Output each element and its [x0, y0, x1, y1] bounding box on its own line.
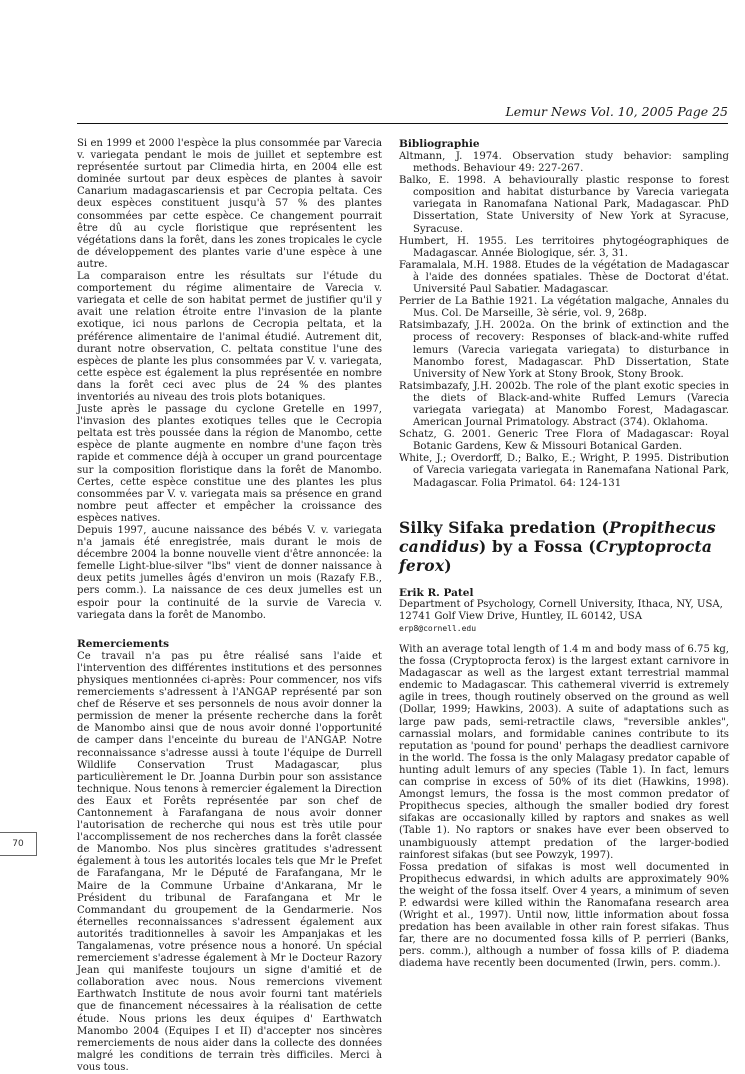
reference-item: Perrier de La Bathie 1921. La végétation malgache, Annales du Mus. Col. De Marseille, 3è série, vol. 9, 268p. — [399, 296, 729, 320]
reference-item: Humbert, H. 1955. Les territoires phytogéographiques de Madagascar. Année Biologique, sér. 3, 31. — [399, 235, 729, 259]
reference-item: Altmann, J. 1974. Observation study behavior: sampling methods. Behaviour 49: 227-267. — [399, 151, 729, 175]
reference-item: Faramalala, M.H. 1988. Etudes de la végétation de Madagascar à l'aide des données spatiales. Thèse de Doctorat d'état. Université Paul Sabatier. Madagascar. — [399, 259, 729, 296]
article-title: Silky Sifaka predation (Propithecus candidus) by a Fossa (Cryptoprocta ferox) — [399, 517, 716, 575]
section-heading-acknowledgements: Remerciements — [77, 637, 169, 650]
reference-item: Ratsimbazafy, J.H. 2002b. The role of the plant exotic species in the diets of Black-and-white Ruffed Lemurs (Varecia variegata variegata) at Manombo Forest, Madagascar. American Journal Primatology. Abstract (374). Oklahoma. — [399, 380, 729, 429]
running-header: Lemur News Vol. 10, 2005 Page 25 — [505, 104, 728, 119]
acknowledgements-text: Ce travail n'a pas pu être réalisé sans l'aide et l'intervention des différentes institutions et des personnes physiques mentionnées ci-après: Pour commencer, nos vifs remerciements s'adressent à l'ANGAP représenté par son chef de Réserve et ses personnels de nous avoir donner la permission de mener la présente recherche dans la forêt de Manombo ainsi que de nous avoir donné l'opportunité de camper dans l'enceinte du bureau de l'ANGAP. Notre reconnaissance s'adresse aussi à toute l'équipe de Durrell Wildlife Conservation Trust Madagascar, plus particulièrement le Dr. Joanna Durbin pour son assistance technique. Nous tenons à remercier également la Direction des Eaux et Forêts représentée par son chef de Cantonnement à Farafangana de nous avoir donner l'autorisation de recherche qui nous est très utile pour l'accomplissement de nos recherches dans la forêt classée de Manombo. Nos plus sincères gratitudes s'adressent également à tous les autorités locales tels que Mr le Prefet de Farafangana, Mr le Député de Farafangana, Mr le Maire de la Commune Urbaine d'Ankarana, Mr le Président du tribunal de Farafangana et Mr le Commandant du groupement de la Gendarmerie. Nos éternelles reconnaissances s'adressent également aux autorités traditionnelles à savoir les Ampanjakas et les Tangalamenas, votre présence nous a honoré. Un spécial remerciement s'adresse également à Mr le Docteur Razory Jean qui manifeste toujours un signe d'amitié et de collaboration avec nous. Nous remercions vivement Earthwatch Institute de nous avoir fourni tant matériels que de financement nécessaires à la réalisation de cette étude. Nous prions les deux équipes d' Earthwatch Manombo 2004 (Equipes I et II) d'accepter nos sincères remerciements de nous aider dans la collecte des données malgré les conditions de terrain très difficiles. Merci à vous tous. — [77, 650, 382, 1073]
left-column — [77, 138, 382, 1074]
body-paragraph: Fossa predation of sifakas is most well documented in Propithecus edwardsi, in which adults are approximately 90% the weight of the fossa itself. Over 4 years, a minimum of seven P. edwardsi were killed within the Ranomafana research area (Wright et al., 1997). Until now, little information about fossa predation has been available in other rain forest sifakas. Thus far, there are no documented fossa kills of P. perrieri (Banks, pers. comm.), although a number of fossa kills of P. diadema diadema have recently been documented (Irwin, pers. comm.). — [399, 861, 729, 970]
body-paragraph: La comparaison entre les résultats sur l'étude du comportement du régime alimentaire de Varecia v. variegata et celle de son habitat permet de justifier qu'il y avait une relation étroite entre l'invasion de la plante exotique, ici nous parlons de Cecropia peltata, et la préférence alimentaire de l'animal étudié. Autrement dit, durant notre observation, C. peltata constitue l'une des espèces de plante les plus consommées par V. v. variegata, cette espèce est également la plus représentée en nombre dans la forêt ceci avec plus de 24 % des plantes inventoriés au niveau des trois plots botaniques. — [77, 271, 382, 403]
page-number-badge: 70 — [0, 832, 37, 856]
header-rule — [77, 123, 728, 124]
author-name: Erik R. Patel — [399, 586, 474, 599]
right-column — [399, 138, 729, 971]
reference-item: White, J.; Overdorff, D.; Balko, E.; Wright, P. 1995. Distribution of Varecia variegata variegata in Ranemafana National Park, Madagascar. Folia Primatol. 64: 124-131 — [399, 453, 729, 489]
author-affiliation: Department of Psychology, Cornell University, Ithaca, NY, USA, 12741 Golf View Drive, Huntley, IL 60142, USA — [399, 598, 723, 622]
body-paragraph: Depuis 1997, aucune naissance des bébés V. v. variegata n'a jamais été enregistrée, mais durant le mois de décembre 2004 la bonne nouvelle vient d'être annoncée: la femelle Light-blue-silver "lbs" vient de donner naissance à deux petits jumelles âgés d'environ un mois (Razafy F.B., pers comm.). La naissance de ces deux jumelles est un espoir pour la continuité de la survie de Varecia v. variegata dans la forêt de Manombo. — [77, 525, 382, 621]
body-paragraph: With an average total length of 1.4 m and body mass of 6.75 kg, the fossa (Cryptoprocta ferox) is the largest extant carnivore in Madagascar as well as the largest extant terrestrial mammal endemic to Madagascar. This cathemeral viverrid is extremely agile in trees, though routinely observed on the ground as well (Dollar, 1999; Hawkins, 2003). A suite of adaptations such as large paw pads, semi-retractile claws, "reversible ankles", carnassial molars, and formidable canines contribute to its reputation as 'pound for pound' perhaps the deadliest carnivore in the world. The fossa is the only Malagasy predator capable of hunting adult lemurs of any species (Table 1). In fact, lemurs can comprise in excess of 50% of its diet (Hawkins, 1998). Amongst lemurs, the fossa is the most common predator of Propithecus species, although the smaller bodied dry forest sifakas are occasionally killed by raptors and snakes as well (Table 1). No raptors or snakes have ever been observed to unambiguously attempt predation of the larger-bodied rainforest sifakas (but see Powzyk, 1997). — [399, 644, 729, 861]
body-paragraph: Juste après le passage du cyclone Gretelle en 1997, l'invasion des plantes exotiques telles que le Cecropia peltata est très poussée dans la région de Manombo, cette espèce de plante augmente en nombre d'une façon très rapide et commence déjà à occuper un grand pourcentage sur la composition floristique dans la forêt de Manombo. Certes, cette espèce constitue une des plantes les plus consommées par V. v. variegata mais sa présence en grand nombre peut affecter et empêcher la croissance des espèces natives. — [77, 404, 382, 524]
reference-item: Balko, E. 1998. A behaviourally plastic response to forest composition and habitat disturbance by Varecia variegata variegata in Ranomafana National Park, Madagascar. PhD Dissertation, State University of New York at Syracuse, Syracuse. — [399, 175, 729, 235]
author-email: erp8@cornell.edu — [399, 623, 477, 633]
reference-item: Ratsimbazafy, J.H. 2002a. On the brink of extinction and the process of recovery: Responses of black-and-white ruffed lemurs (Varecia variegata variegata) to disturbance in Manombo forest, Madagascar. PhD Dissertation, State University of New York at Stony Brook, Stony Brook. — [399, 320, 729, 380]
section-heading-bibliography: Bibliographie — [399, 138, 480, 150]
body-paragraph: Si en 1999 et 2000 l'espèce la plus consommée par Varecia v. variegata pendant le mois de juillet et septembre est représentée surtout par Climedia hirta, en 2004 elle est dominée surtout par deux espèces de plantes à savoir Canarium madagascariensis et par Cecropia peltata. Ces deux espèces constituent jusqu'à 57 % des plantes consommées par cette espèce. Ce changement pourrait être dû au cycle floristique que représentent les végétations dans la forêt, dans les zones tropicales le cycle de développement des plantes varie d'une espèce à une autre. — [77, 138, 382, 270]
reference-item: Schatz, G. 2001. Generic Tree Flora of Madagascar: Royal Botanic Gardens, Kew & Missouri Botanical Garden. — [399, 429, 729, 453]
